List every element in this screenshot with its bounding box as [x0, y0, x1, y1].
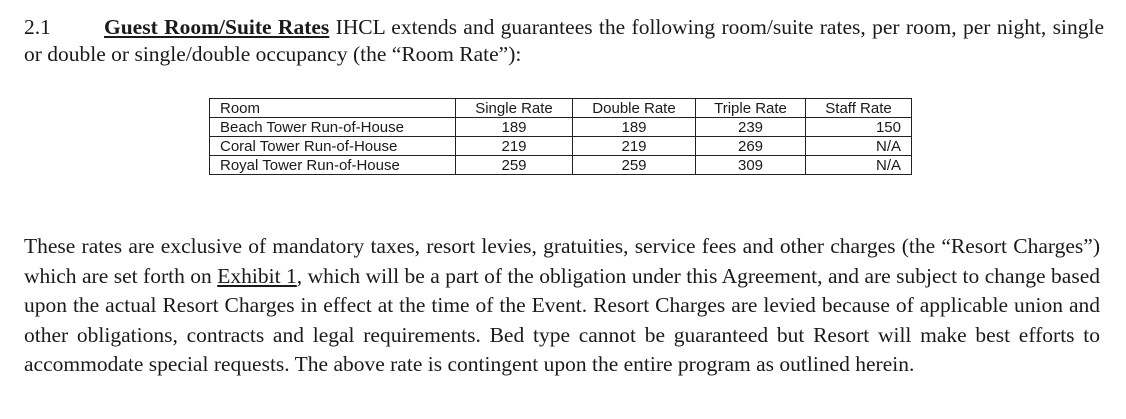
double-rate-cell: 259 — [573, 156, 696, 175]
single-rate-cell: 219 — [456, 137, 573, 156]
staff-rate-cell: 150 — [806, 118, 912, 137]
table-row — [210, 137, 912, 156]
section-intro — [24, 14, 1104, 68]
table-row — [210, 156, 912, 175]
single-rate-cell: 189 — [456, 118, 573, 137]
double-rate-cell: 219 — [573, 137, 696, 156]
section-heading: Guest Room/Suite Rates — [104, 15, 330, 39]
room-name-cell: Coral Tower Run-of-House — [210, 137, 456, 156]
header-room: Room — [210, 99, 456, 118]
triple-rate-cell: 239 — [696, 118, 806, 137]
staff-rate-cell: N/A — [806, 156, 912, 175]
staff-rate-cell: N/A — [806, 137, 912, 156]
room-name-cell: Beach Tower Run-of-House — [210, 118, 456, 137]
exhibit-1-link[interactable]: Exhibit 1 — [217, 263, 297, 288]
table-header-row — [210, 99, 912, 118]
header-triple-rate: Triple Rate — [696, 99, 806, 118]
room-rate-table — [209, 98, 912, 175]
double-rate-cell: 189 — [573, 118, 696, 137]
section-number: 2.1 — [24, 15, 51, 39]
header-double-rate: Double Rate — [573, 99, 696, 118]
resort-charges-text-end: , which will be a part of the obligation under this Agreement, and are subject to change based upon the actual Resort Charges in effect at the time of the Event. Resort Charges are levied because of applicable union and other obligations, contracts and legal requirements. Bed type cannot be guaranteed but Resort will make best efforts to accommodate special requests. The above rate is contingent upon the entire program as outlined herein. — [24, 263, 1100, 376]
room-name-cell: Royal Tower Run-of-House — [210, 156, 456, 175]
header-single-rate: Single Rate — [456, 99, 573, 118]
triple-rate-cell: 269 — [696, 137, 806, 156]
resort-charges-paragraph — [24, 232, 1100, 380]
table-row — [210, 118, 912, 137]
triple-rate-cell: 309 — [696, 156, 806, 175]
resort-charges-text-start: These rates are exclusive of mandatory taxes, resort levies, gratuities, service fees and other charges (the “Resort Charges”) which are set forth on — [24, 234, 1100, 288]
header-staff-rate: Staff Rate — [806, 99, 912, 118]
single-rate-cell: 259 — [456, 156, 573, 175]
section-intro-text: IHCL extends and guarantees the following room/suite rates, per room, per night, single or double or single/double occupancy (the “Room Rate”): — [24, 15, 1104, 66]
